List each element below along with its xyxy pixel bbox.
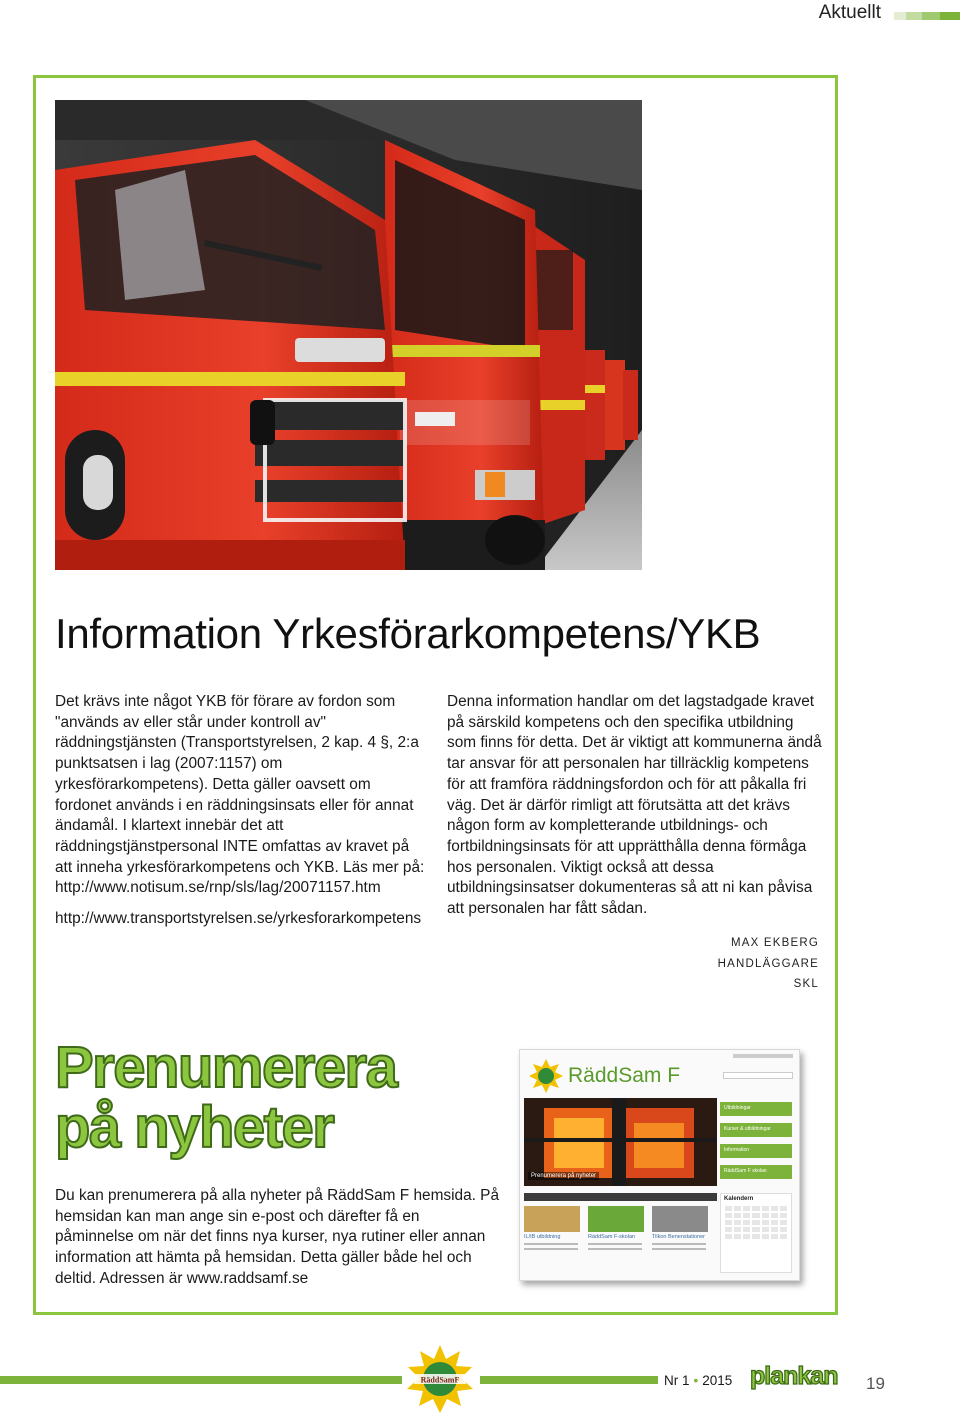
- article-title: Information Yrkesförarkompetens/YKB: [55, 610, 761, 657]
- page-number: 19: [866, 1374, 885, 1393]
- ws-card-line: [524, 1248, 578, 1250]
- transportstyrelsen-link[interactable]: http://www.transportstyrelsen.se/yrkesforarkompetens: [55, 910, 422, 928]
- ws-logo-text: RäddSam F: [568, 1064, 681, 1087]
- ws-card: [588, 1206, 648, 1274]
- header-stripes: [894, 12, 960, 20]
- article-right-column: [447, 692, 825, 920]
- ws-logo-icon: [528, 1058, 564, 1094]
- subscribe-title-line2: på nyheter: [55, 1095, 334, 1160]
- footer-rule-mid: [480, 1376, 658, 1384]
- ws-nav-item[interactable]: Information: [720, 1144, 792, 1158]
- stripe-2: [906, 12, 922, 20]
- ws-card-title: IL/IB utbildning: [524, 1234, 561, 1240]
- footer-rule-left: [0, 1376, 402, 1384]
- issue-year: 2015: [702, 1373, 733, 1388]
- ws-card: [652, 1206, 712, 1274]
- issue-separator: •: [693, 1373, 699, 1388]
- raddsamf-logo: [404, 1343, 476, 1415]
- raddsamf-logo-text: RäddSamF: [420, 1375, 460, 1385]
- ws-card-line: [588, 1248, 642, 1250]
- ws-hero-caption: Prenumerera på nyheter: [528, 1172, 599, 1180]
- ws-calendar-title: Kalendern: [724, 1196, 754, 1202]
- website-screenshot: [519, 1049, 800, 1281]
- notisum-link[interactable]: http://www.notisum.se/rnp/sls/lag/20071157.htm: [55, 879, 381, 897]
- ws-nav-item[interactable]: RäddSam F skolan: [720, 1165, 792, 1179]
- ws-card-title: Tilkon Benenstationer: [652, 1234, 705, 1240]
- ws-calendar-grid: [721, 1204, 791, 1241]
- ws-nav-item[interactable]: Utbildningar: [720, 1102, 792, 1116]
- article-right-body: Denna information handlar om det lagstadgade kravet på särskild kompetens och den specifika utbildning som finns för detta. Det är viktigt att kommunerna ändå tar ansvar för att personalen har tillräcklig kompetens för att framföra räddningsfordon och för att påkalla fri väg. Det är därför rimligt att förutsätta att det krävs någon form av kompletterande utbildnings- och fortbildningsinsats för att upprätthålla denna förmåga hos personalen. Viktigt också att dessa utbildningsinsatser dokumenteras så att ni kan påvisa att personalen har fått sådan.: [447, 693, 822, 918]
- ws-calendar: [720, 1193, 792, 1273]
- author-name: MAX EKBERG: [730, 937, 819, 949]
- section-label: Aktuellt: [818, 2, 881, 23]
- ws-nav-item[interactable]: Kurser & utbildningar: [720, 1123, 792, 1137]
- ws-search-box: [723, 1072, 793, 1079]
- stripe-3: [922, 12, 940, 20]
- ws-card-line: [524, 1243, 578, 1245]
- subscribe-title: [55, 1035, 397, 1160]
- author-org: SKL: [793, 978, 819, 991]
- ws-card-thumb: [524, 1206, 580, 1232]
- ws-news-bar: [524, 1193, 717, 1201]
- issue-label: Nr 1: [664, 1373, 690, 1388]
- ws-card-thumb: [588, 1206, 644, 1232]
- ws-card-line: [588, 1243, 642, 1245]
- ws-card-line: [652, 1248, 706, 1250]
- byline: [718, 933, 819, 995]
- stripe-1: [894, 12, 906, 20]
- article-left-body: Det krävs inte något YKB för förare av fordon som "används av eller står under kontroll av" räddningstjänsten (Transportstyrelsen, 2 kap. 4 §, 2:a punktsatsen i lag (2007:1157) om yrkesförarkompetens). Detta gäller oavsett om fordonet används i en räddningsinsats eller för annat ändamål. I klartext innebär det att räddningstjänstpersonal INTE omfattas av kravet på att inneha yrkesförarkompetens och YKB. Läs mer på:: [55, 693, 425, 876]
- magazine-name: plankan: [750, 1362, 838, 1390]
- fire-trucks-photo: [55, 100, 642, 570]
- issue-info: [664, 1373, 732, 1388]
- ws-top-links: [733, 1054, 793, 1058]
- stripe-4: [940, 12, 960, 20]
- link-gap: [55, 899, 425, 909]
- ws-card: [524, 1206, 584, 1274]
- ws-card-title: RäddSam F-skolan: [588, 1234, 636, 1240]
- subscribe-title-line1: Prenumerera: [55, 1035, 397, 1100]
- subscribe-body: Du kan prenumerera på alla nyheter på RäddSam F hemsida. På hemsidan kan man ange sin e-post och därefter få en påminnelse om när det finns nya kurser, nya rutiner eller annan information att hämta på hemsidan. Detta gäller både hel och deltid. Adressen är www.raddsamf.se: [55, 1187, 500, 1287]
- ws-card-thumb: [652, 1206, 708, 1232]
- author-role: HANDLÄGGARE: [717, 957, 819, 970]
- ws-card-line: [652, 1243, 706, 1245]
- article-left-column: [55, 692, 425, 930]
